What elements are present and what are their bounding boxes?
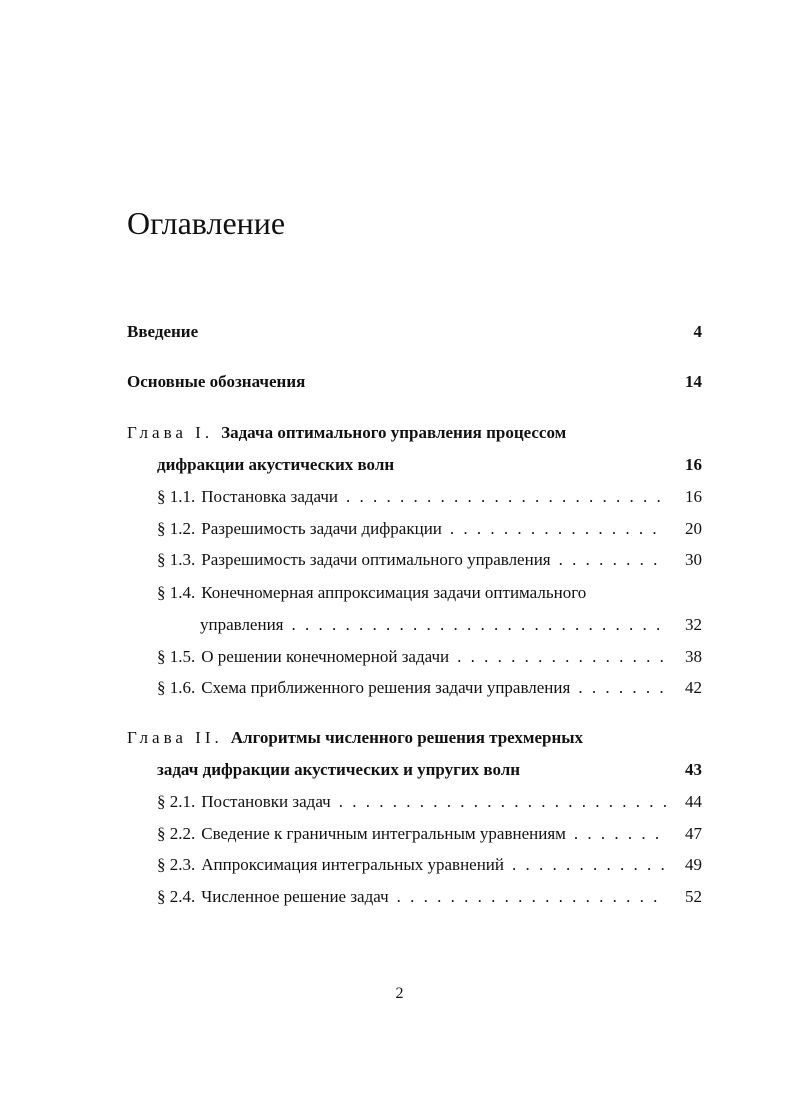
toc-entry-notation[interactable] — [127, 372, 702, 392]
toc-section-2-4[interactable] — [157, 887, 702, 907]
toc-chapter-1-heading[interactable] — [127, 423, 702, 443]
leader-dots — [292, 615, 667, 635]
page-title: Оглавление — [127, 205, 286, 241]
toc-entry-page: 14 — [685, 372, 702, 391]
section-title: Численное решение задач — [201, 887, 389, 906]
toc-entry-page: 52 — [685, 887, 702, 906]
toc-section-1-3[interactable] — [157, 550, 702, 570]
toc-chapter-2-heading[interactable] — [127, 728, 702, 748]
section-number: § 1.3. — [157, 550, 196, 569]
toc-entry-page: 38 — [685, 647, 702, 666]
section-number: § 1.2. — [157, 519, 196, 538]
chapter-title: задач дифракции акустических и упругих волн — [157, 760, 521, 779]
leader-dots — [397, 887, 666, 907]
toc-entry-page: 47 — [685, 824, 702, 843]
toc-section-1-4-cont[interactable] — [200, 615, 702, 635]
leader-dots — [457, 647, 666, 667]
toc-section-1-4[interactable] — [157, 583, 702, 603]
toc-section-2-1[interactable] — [157, 792, 702, 812]
toc-entry-page: 4 — [693, 322, 702, 341]
section-title: Постановка задачи — [201, 487, 339, 506]
section-title: Аппроксимация интегральных уравнений — [201, 855, 505, 874]
section-number: § 1.4. — [157, 583, 196, 602]
toc-entry-page: 32 — [685, 615, 702, 634]
toc-section-1-2[interactable] — [157, 519, 702, 539]
toc-chapter-2-heading-cont[interactable] — [157, 760, 702, 780]
chapter-title: дифракции акустических волн — [157, 455, 395, 474]
section-title: Разрешимость задачи оптимального управления — [201, 550, 551, 569]
toc-entry-page: 42 — [685, 678, 702, 697]
leader-dots — [512, 855, 666, 875]
section-title: Схема приближенного решения задачи управления — [201, 678, 571, 697]
section-number: § 2.1. — [157, 792, 196, 811]
toc-entry-page: 16 — [685, 487, 702, 506]
toc-entry-page: 16 — [685, 455, 702, 474]
toc-entry-page: 44 — [685, 792, 702, 811]
page-number: 2 — [395, 985, 404, 1002]
toc-entry-label: Основные обозначения — [127, 372, 306, 391]
leader-dots — [574, 824, 666, 844]
leader-dots — [346, 487, 666, 507]
toc-entry-page: 43 — [685, 760, 702, 779]
section-number: § 2.3. — [157, 855, 196, 874]
section-title: Постановки задач — [201, 792, 331, 811]
toc-section-1-6[interactable] — [157, 678, 702, 698]
toc-section-1-1[interactable] — [157, 487, 702, 507]
toc-chapter-1-heading-cont[interactable] — [157, 455, 702, 475]
leader-dots — [450, 519, 666, 539]
section-title: Конечномерная аппроксимация задачи оптимального — [201, 583, 587, 602]
toc-section-2-2[interactable] — [157, 824, 702, 844]
toc-entry-page: 30 — [685, 550, 702, 569]
chapter-title: Алгоритмы численного решения трехмерных — [230, 728, 584, 747]
section-title: О решении конечномерной задачи — [201, 647, 450, 666]
leader-dots — [339, 792, 666, 812]
chapter-prefix: Глава II. — [127, 728, 223, 747]
section-title: управления — [200, 615, 284, 634]
chapter-title: Задача оптимального управления процессом — [221, 423, 567, 442]
section-number: § 2.2. — [157, 824, 196, 843]
leader-dots — [559, 550, 666, 570]
toc-entry-page: 20 — [685, 519, 702, 538]
toc-entry-label: Введение — [127, 322, 199, 341]
chapter-prefix: Глава I. — [127, 423, 214, 442]
toc-section-2-3[interactable] — [157, 855, 702, 875]
toc-entry-page: 49 — [685, 855, 702, 874]
section-title: Сведение к граничным интегральным уравнениям — [201, 824, 566, 843]
section-number: § 1.5. — [157, 647, 196, 666]
section-title: Разрешимость задачи дифракции — [201, 519, 442, 538]
section-number: § 1.1. — [157, 487, 196, 506]
toc-entry-introduction[interactable] — [127, 322, 702, 342]
leader-dots — [578, 678, 666, 698]
section-number: § 1.6. — [157, 678, 196, 697]
toc-section-1-5[interactable] — [157, 647, 702, 667]
section-number: § 2.4. — [157, 887, 196, 906]
